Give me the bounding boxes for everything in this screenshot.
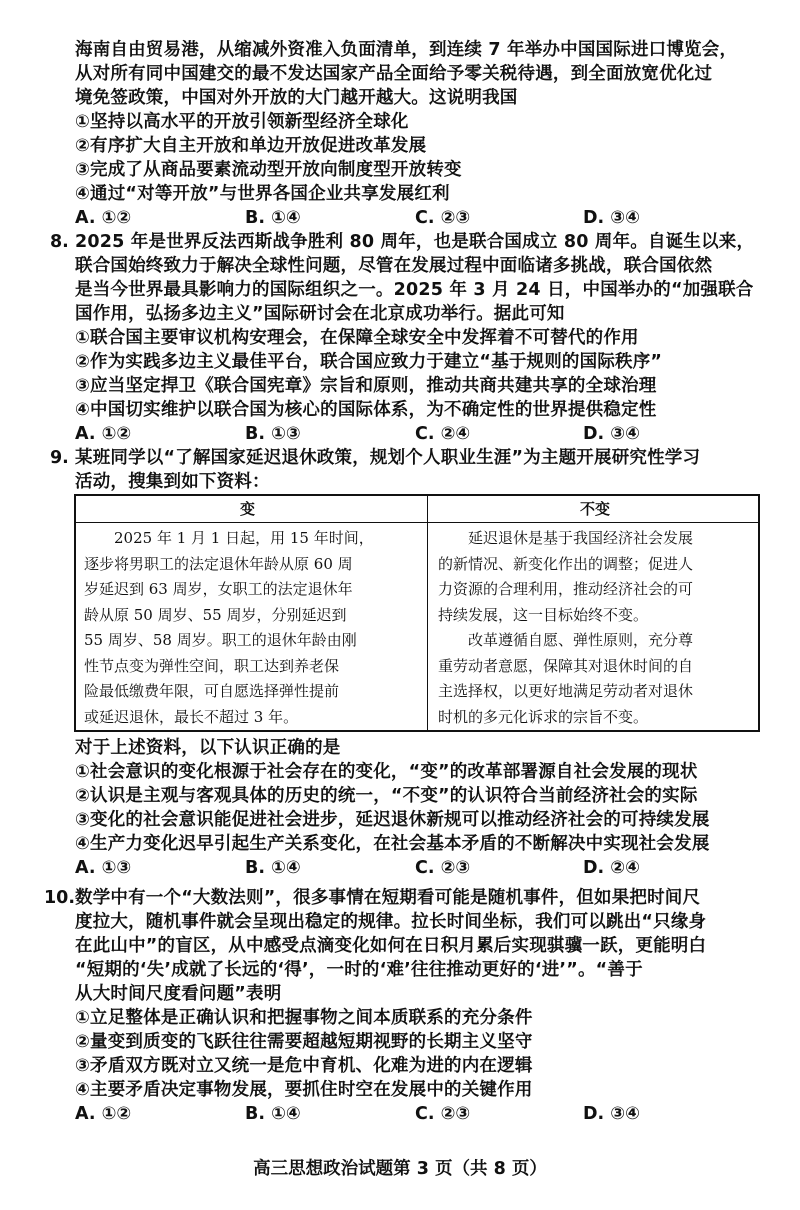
q9-option-d: D. ②④ [583, 858, 640, 878]
q10-statement: ②量变到质变的飞跃往往需要超越短期视野的长期主义坚守 [75, 1032, 533, 1052]
q8-statement: ③应当坚定捍卫《联合国宪章》宗旨和原则，推动共商共建共享的全球治理 [75, 376, 657, 396]
cell-line: 55 周岁、58 周岁。职工的退休年龄由刚 [84, 631, 357, 649]
q9-option-c: C. ②③ [415, 858, 471, 878]
q7-option-d: D. ③④ [583, 208, 640, 228]
cell-line: 主选择权，以更好地满足劳动者对退休 [438, 682, 694, 700]
table-divider [427, 496, 428, 730]
q8-option-c: C. ②④ [415, 424, 471, 444]
q10-line: 度拉大，随机事件就会呈现出稳定的规律。拉长时间坐标，我们可以跳出“只缘身 [75, 912, 707, 932]
cell-line: 性节点变为弹性空间，职工达到养老保 [84, 656, 340, 675]
cell-line: 险最低缴费年限，可自愿选择弹性提前 [84, 682, 340, 700]
q7-statement: ②有序扩大自主开放和单边开放促进改革发展 [75, 136, 427, 156]
q9-option-b: B. ①④ [245, 858, 301, 878]
q9-line: 某班同学以“了解国家延迟退休政策，规划个人职业生涯”为主题开展研究性学习 [75, 448, 701, 468]
q10-statement: ④主要矛盾决定事物发展，要抓住时空在发展中的关键作用 [75, 1080, 533, 1100]
q10-number: 10. [44, 888, 76, 908]
q9-statement: ②认识是主观与客观具体的历史的统一，“不变”的认识符合当前经济社会的实际 [75, 786, 698, 806]
q10-line: 数学中有一个“大数法则”，很多事情在短期看可能是随机事件，但如果把时间尺 [75, 888, 701, 908]
q7-statement: ④通过“对等开放”与世界各国企业共享发展红利 [75, 184, 450, 204]
q10-statement: ③矛盾双方既对立又统一是危中育机、化难为进的内在逻辑 [75, 1056, 533, 1076]
q8-option-a: A. ①② [75, 424, 132, 444]
q10-option-c: C. ②③ [415, 1104, 471, 1124]
q8-line: 联合国始终致力于解决全球性问题，尽管在发展过程中面临诸多挑战，联合国依然 [75, 256, 713, 276]
q7-line: 境免签政策，中国对外开放的大门越开越大。这说明我国 [75, 88, 518, 108]
cell-line: 改革遵循自愿、弹性原则，充分尊 [438, 631, 694, 649]
q8-line: 2025 年是世界反法西斯战争胜利 80 周年，也是联合国成立 80 周年。自诞生以来， [75, 232, 755, 252]
page-footer: 高三思想政治试题第 3 页（共 8 页） [253, 1159, 547, 1179]
cell-line: 龄从原 50 周岁、55 周岁，分别延迟到 [84, 605, 347, 624]
table-cell-no-change [438, 526, 693, 730]
q9-number: 9. [50, 448, 69, 468]
q9-prompt: 对于上述资料，以下认识正确的是 [75, 738, 341, 758]
q10-option-b: B. ①④ [245, 1104, 301, 1124]
q7-statement: ③完成了从商品要素流动型开放向制度型开放转变 [75, 160, 462, 180]
cell-line: 延迟退休是基于我国经济社会发展 [438, 529, 694, 547]
q7-option-a: A. ①② [75, 208, 132, 228]
cell-line: 逐步将男职工的法定退休年龄从原 60 周 [84, 554, 353, 573]
q9-option-a: A. ①③ [75, 858, 132, 878]
q7-statement: ①坚持以高水平的开放引领新型经济全球化 [75, 112, 409, 132]
cell-line: 岁延迟到 63 周岁，女职工的法定退休年 [84, 580, 353, 598]
q9-statement: ④生产力变化迟早引起生产关系变化，在社会基本矛盾的不断解决中实现社会发展 [75, 834, 710, 854]
data-table [74, 494, 760, 732]
q8-statement: ②作为实践多边主义最佳平台，联合国应致力于建立“基于规则的国际秩序” [75, 352, 663, 372]
table-header-no-change: 不变 [580, 500, 611, 518]
table-header-rule [76, 522, 758, 523]
q9-statement: ①社会意识的变化根源于社会存在的变化，“变”的改革部署源自社会发展的现状 [75, 762, 698, 782]
cell-line: 力资源的合理利用，推动经济社会的可 [438, 580, 694, 598]
q8-statement: ④中国切实维护以联合国为核心的国际体系，为不确定性的世界提供稳定性 [75, 400, 657, 420]
q8-statement: ①联合国主要审议机构安理会，在保障全球安全中发挥着不可替代的作用 [75, 328, 639, 348]
q8-number: 8. [50, 232, 69, 252]
q7-option-b: B. ①④ [245, 208, 301, 228]
q10-line: 从大时间尺度看问题”表明 [75, 984, 282, 1004]
q10-option-d: D. ③④ [583, 1104, 640, 1124]
q7-option-c: C. ②③ [415, 208, 471, 228]
table-header-change: 变 [240, 500, 256, 518]
q8-line: 是当今世界最具影响力的国际组织之一。2025 年 3 月 24 日，中国举办的“加强联合 [75, 280, 754, 300]
q8-option-d: D. ③④ [583, 424, 640, 444]
q10-line: 在此山中”的盲区，从中感受点滴变化如何在日积月累后实现骐骥一跃，更能明白 [75, 936, 707, 956]
cell-line: 时机的多元化诉求的宗旨不变。 [438, 707, 649, 726]
q7-line: 从对所有同中国建交的最不发达国家产品全面给予零关税待遇，到全面放宽优化过 [75, 64, 713, 84]
q8-line: 国作用，弘扬多边主义”国际研讨会在北京成功举行。据此可知 [75, 304, 565, 324]
q8-option-b: B. ①③ [245, 424, 301, 444]
cell-line: 持续发展，这一目标始终不变。 [438, 605, 649, 624]
q10-line: “短期的‘失’成就了长远的‘得’，一时的‘难’往往推动更好的‘进’”。“善于 [75, 960, 643, 980]
cell-line: 2025 年 1 月 1 日起，用 15 年时间， [84, 529, 374, 547]
q9-statement: ③变化的社会意识能促进社会进步，延迟退休新规可以推动经济社会的可持续发展 [75, 810, 710, 830]
q10-option-a: A. ①② [75, 1104, 132, 1124]
cell-line: 或延迟退休，最长不超过 3 年。 [84, 707, 299, 726]
q9-line: 活动，搜集到如下资料： [75, 472, 270, 492]
q10-statement: ①立足整体是正确认识和把握事物之间本质联系的充分条件 [75, 1008, 533, 1028]
cell-line: 重劳动者意愿，保障其对退休时间的自 [438, 656, 694, 675]
cell-line: 的新情况、新变化作出的调整；促进人 [438, 554, 694, 573]
q7-line: 海南自由贸易港，从缩减外资准入负面清单，到连续 7 年举办中国国际进口博览会， [75, 40, 738, 60]
table-cell-change [84, 526, 374, 730]
